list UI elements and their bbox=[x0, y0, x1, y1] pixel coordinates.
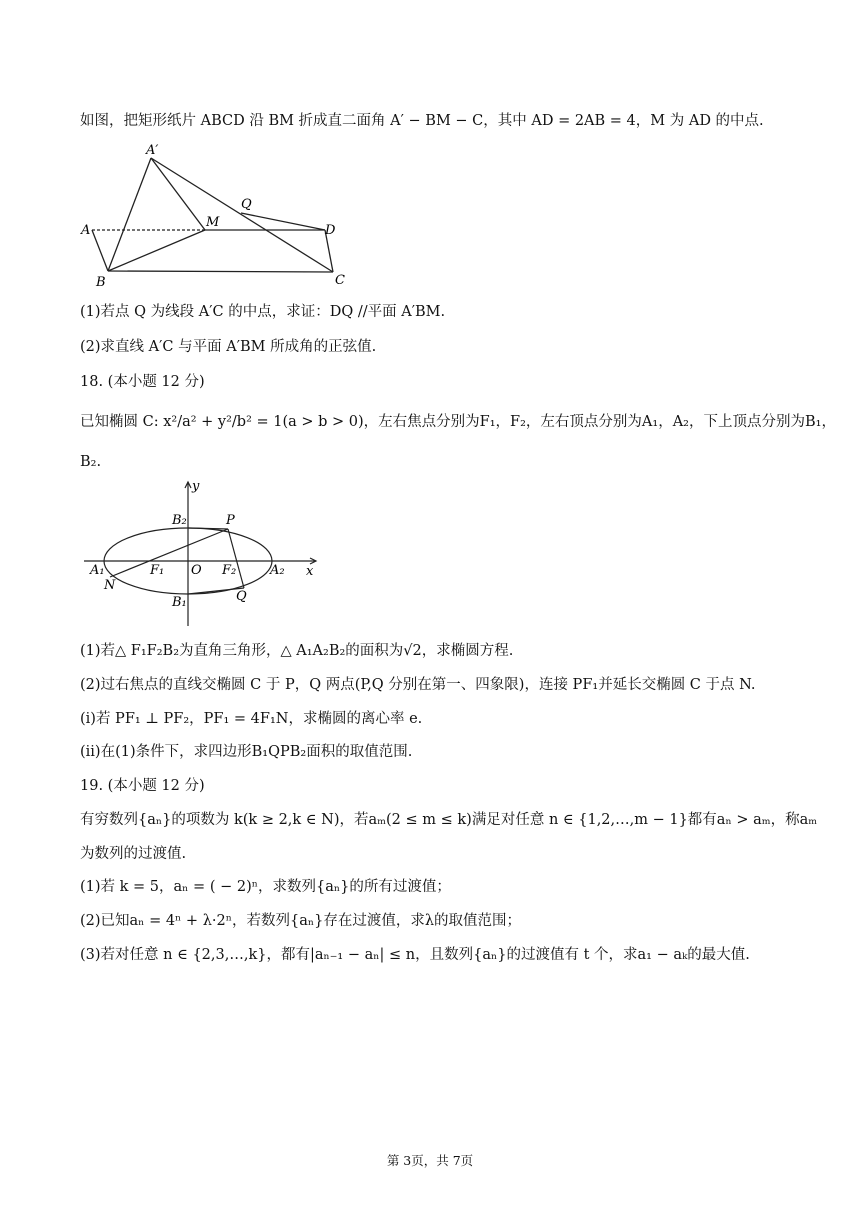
label-M: M bbox=[206, 215, 220, 230]
p18-question-2i: (ⅰ)若 PF₁ ⊥ PF₂，PF₁ = 4F₁N，求椭圆的离心率 e. bbox=[80, 711, 423, 727]
p19-question-2: (2)已知aₙ = 4ⁿ + λ·2ⁿ，若数列{aₙ}存在过渡值，求λ的取值范围； bbox=[80, 913, 522, 929]
label-B2: B₂ bbox=[172, 513, 187, 528]
p18-heading: 18. (本小题 12 分) bbox=[80, 374, 205, 390]
p19-question-1: (1)若 k = 5，aₙ = ( − 2)ⁿ，求数列{aₙ}的所有过渡值； bbox=[80, 879, 451, 895]
p19-question-3: (3)若对任意 n ∈ {2,3,…,k}，都有|aₙ₋₁ − aₙ| ≤ n，且数列{aₙ}的过渡值有 t 个，求a₁ − aₖ的最大值. bbox=[80, 947, 750, 963]
label-A2: A₂ bbox=[270, 563, 285, 578]
p19-intro-line-2: 为数列的过渡值. bbox=[80, 846, 187, 862]
label-B: B bbox=[96, 275, 106, 290]
label-P: P bbox=[226, 513, 235, 528]
p18-question-2ii: (ⅱ)在(1)条件下，求四边形B₁QPB₂面积的取值范围. bbox=[80, 744, 413, 760]
p18-question-1: (1)若△ F₁F₂B₂为直角三角形，△ A₁A₂B₂的面积为√2，求椭圆方程. bbox=[80, 643, 514, 659]
p18-question-2: (2)过右焦点的直线交椭圆 C 于 P，Q 两点(P,Q 分别在第一、四象限)，连接 PF₁并延长交椭圆 C 于点 N. bbox=[80, 677, 756, 693]
label-Q: Q bbox=[236, 589, 247, 604]
p17-intro: 如图，把矩形纸片 ABCD 沿 BM 折成直二面角 A′ − BM − C，其中 AD = 2AB = 4，M 为 AD 的中点. bbox=[80, 113, 764, 129]
label-O: O bbox=[191, 563, 202, 578]
p18-intro-line-2: B₂. bbox=[80, 454, 102, 470]
p17-question-2: (2)求直线 A′C 与平面 A′BM 所成角的正弦值. bbox=[80, 339, 377, 355]
p17-question-1: (1)若点 Q 为线段 A′C 的中点，求证：DQ //平面 A′BM. bbox=[80, 304, 446, 320]
label-D: D bbox=[325, 223, 336, 238]
label-Q: Q bbox=[241, 197, 252, 212]
ellipse-figure bbox=[84, 478, 324, 628]
label-x: x bbox=[306, 564, 314, 579]
label-F1: F₁ bbox=[150, 563, 165, 578]
label-N: N bbox=[104, 578, 116, 593]
label-A1: A₁ bbox=[90, 563, 105, 578]
p18-intro-line-1: 已知椭圆 C: x²/a² + y²/b² = 1(a > b > 0)，左右焦点分别为F₁，F₂，左右顶点分别为A₁，A₂，下上顶点分别为B₁， bbox=[80, 414, 836, 430]
p19-intro-line-1: 有穷数列{aₙ}的项数为 k(k ≥ 2,k ∈ N)，若aₘ(2 ≤ m ≤ k)满足对任意 n ∈ {1,2,…,m − 1}都有aₙ > aₘ，称aₘ bbox=[80, 812, 818, 828]
label-A: A bbox=[81, 223, 91, 238]
label-B1: B₁ bbox=[172, 595, 187, 610]
folded-rectangle-figure bbox=[78, 140, 358, 290]
label-C: C bbox=[335, 273, 345, 288]
label-F2: F₂ bbox=[222, 563, 237, 578]
page-footer: 第 3页，共 7页 bbox=[386, 1153, 474, 1168]
p19-heading: 19. (本小题 12 分) bbox=[80, 778, 205, 794]
label-A-prime: A′ bbox=[146, 143, 159, 158]
label-y: y bbox=[192, 479, 200, 494]
